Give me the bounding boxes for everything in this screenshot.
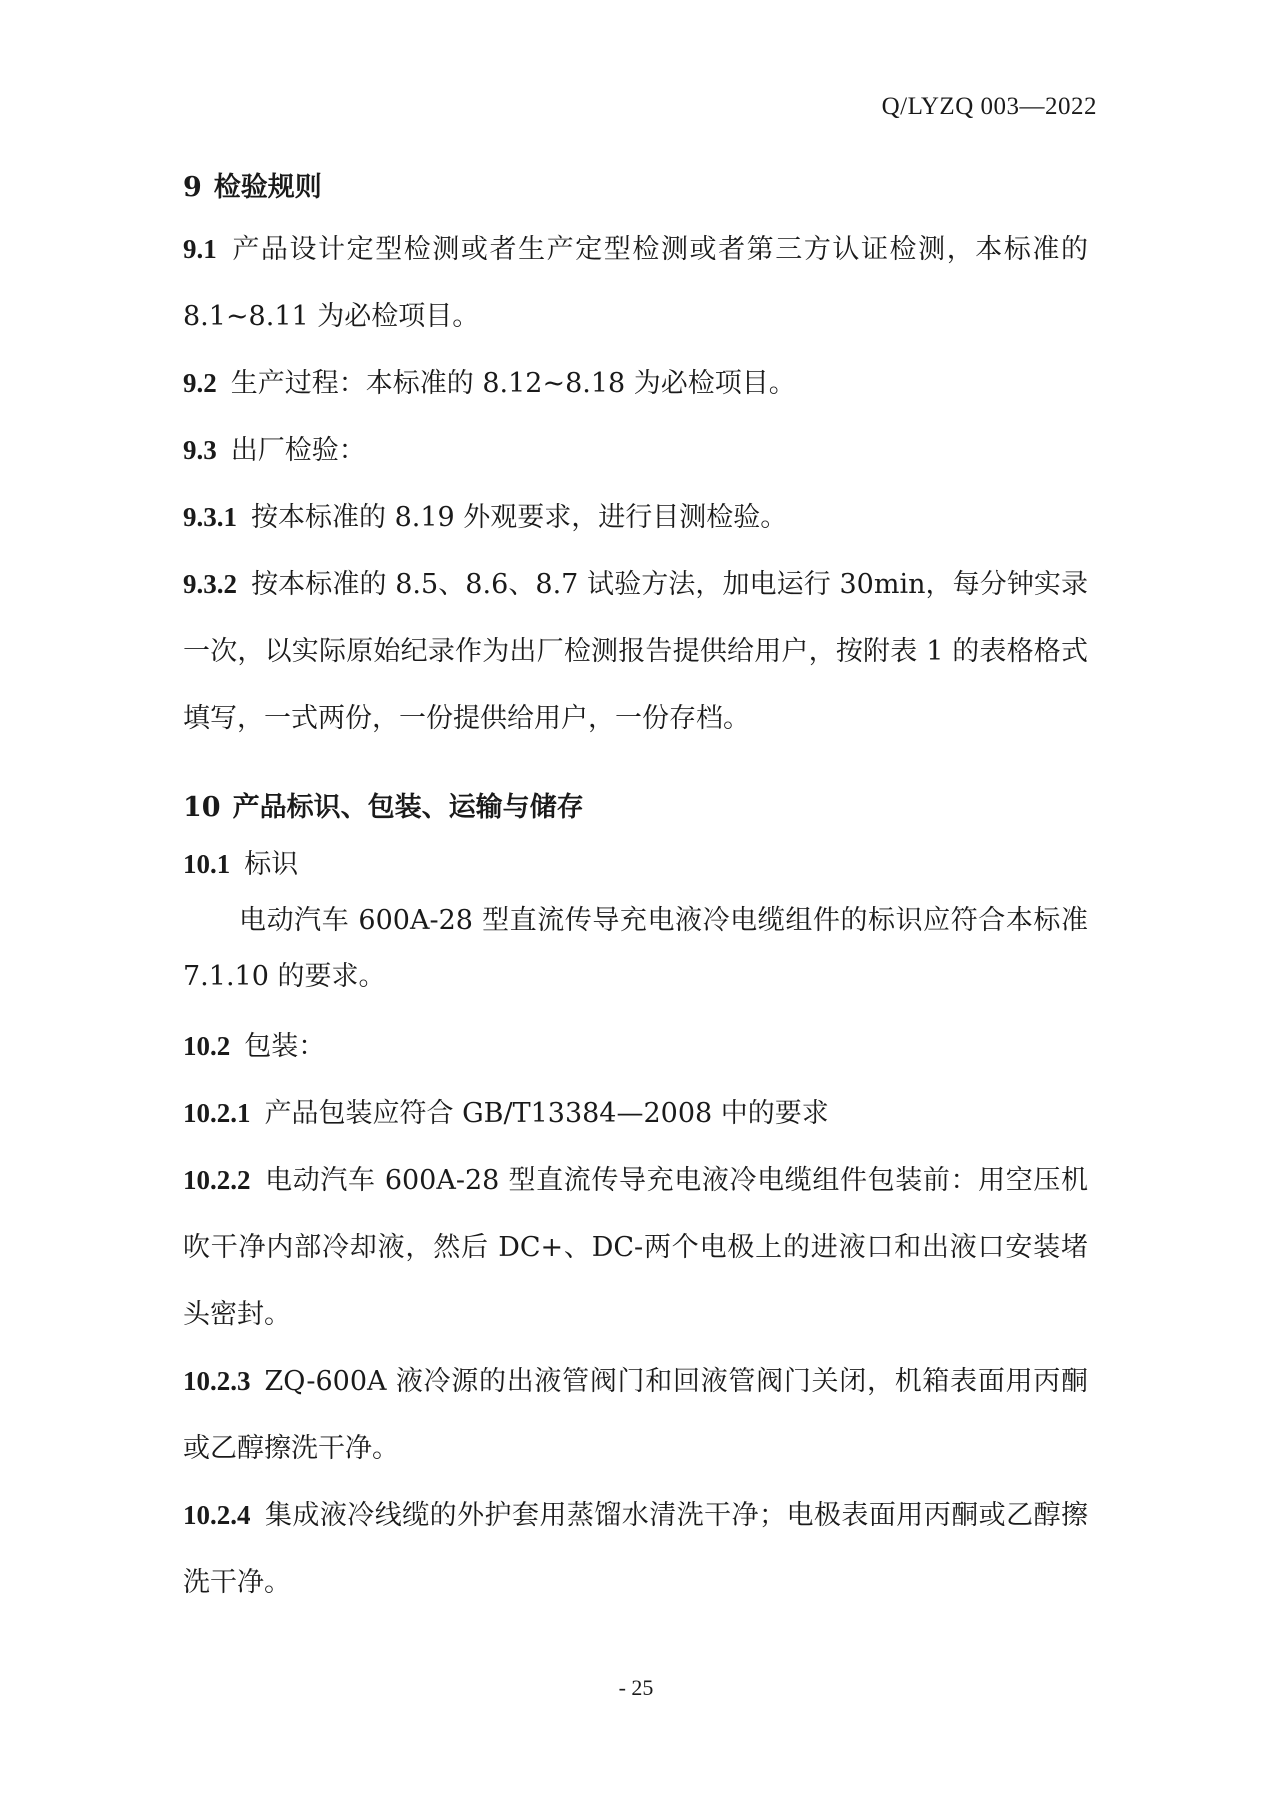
clause-9-2 — [183, 350, 1088, 417]
clause-text: 电动汽车 600A-28 型直流传导充电液冷电缆组件包装前：用空压机吹干净内部冷却液，然后 DC+、DC-两个电极上的进液口和出液口安装堵头密封。 — [183, 1165, 1088, 1330]
clause-text: 按本标准的 8.19 外观要求，进行目测检验。 — [251, 502, 788, 533]
clause-title: 标识 — [244, 849, 299, 880]
clause-9-3 — [183, 417, 1088, 484]
document-code: Q/LYZQ 003—2022 — [881, 93, 1097, 120]
clause-text: ZQ-600A 液冷源的出液管阀门和回液管阀门关闭，机箱表面用丙酮或乙醇擦洗干净。 — [183, 1366, 1088, 1464]
section-9-heading — [183, 160, 1088, 216]
clause-10-1 — [183, 836, 1088, 893]
clause-number: 9.1 — [183, 234, 217, 264]
clause-10-2-4 — [183, 1482, 1088, 1616]
clause-10-1-text: 电动汽车 600A-28 型直流传导充电液冷电缆组件的标识应符合本标准 7.1.10 的要求。 — [183, 905, 1088, 992]
clause-number: 10.1 — [183, 849, 231, 879]
section-number: 10 — [183, 792, 221, 823]
clause-text: 产品包装应符合 GB/T13384—2008 中的要求 — [264, 1098, 829, 1129]
clause-9-3-2 — [183, 551, 1088, 752]
clause-number: 9.3 — [183, 435, 217, 465]
clause-text: 集成液冷线缆的外护套用蒸馏水清洗干净；电极表面用丙酮或乙醇擦洗干净。 — [183, 1500, 1088, 1598]
clause-text: 生产过程：本标准的 8.12~8.18 为必检项目。 — [230, 368, 796, 399]
clause-number: 9.2 — [183, 368, 217, 398]
clause-number: 10.2.1 — [183, 1098, 251, 1128]
clause-10-2 — [183, 1013, 1088, 1080]
clause-9-1 — [183, 216, 1088, 350]
document-body — [183, 160, 1088, 1616]
clause-number: 10.2.4 — [183, 1500, 251, 1530]
clause-title: 包装： — [244, 1031, 326, 1062]
clause-number: 9.3.1 — [183, 502, 237, 532]
clause-9-3-1 — [183, 484, 1088, 551]
section-10-heading — [183, 780, 1088, 836]
clause-text: 出厂检验： — [230, 435, 366, 466]
clause-10-2-3 — [183, 1348, 1088, 1482]
clause-text: 按本标准的 8.5、8.6、8.7 试验方法，加电运行 30min，每分钟实录一次，以实际原始纪录作为出厂检测报告提供给用户，按附表 1 的表格格式填写，一式两份，一份提供给用户，一份存档。 — [183, 569, 1088, 734]
clause-number: 9.3.2 — [183, 569, 237, 599]
section-number: 9 — [183, 172, 202, 203]
clause-number: 10.2.3 — [183, 1366, 251, 1396]
clause-10-2-2 — [183, 1147, 1088, 1348]
clause-number: 10.2.2 — [183, 1165, 251, 1195]
clause-number: 10.2 — [183, 1031, 231, 1061]
page-number: - 25 — [618, 1675, 654, 1700]
clause-text: 产品设计定型检测或者生产定型检测或者第三方认证检测，本标准的 8.1~8.11 为必检项目。 — [183, 234, 1088, 332]
section-title: 产品标识、包装、运输与储存 — [232, 792, 584, 823]
section-title: 检验规则 — [213, 172, 322, 203]
clause-10-2-1 — [183, 1080, 1088, 1147]
